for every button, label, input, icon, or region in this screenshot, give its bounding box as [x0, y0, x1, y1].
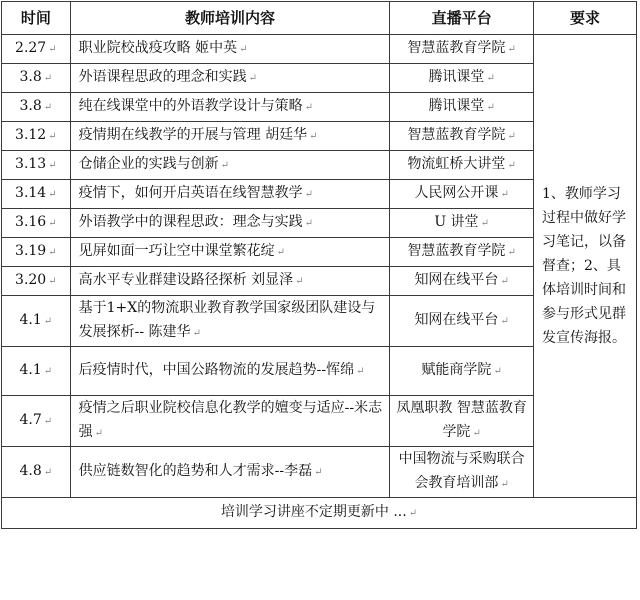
header-row [2, 2, 637, 35]
platform-cell: 中国物流与采购联合会教育培训部 ↵ [390, 447, 534, 498]
content-cell: 后疫情时代，中国公路物流的发展趋势--恽绵 ↵ [70, 347, 390, 396]
platform-cell: 智慧蓝教育学院 ↵ [390, 238, 534, 267]
time-cell: 4.1 ↵ [2, 296, 71, 347]
platform-cell: 智慧蓝教育学院 ↵ [390, 122, 534, 151]
header-time: 时间 [2, 2, 71, 35]
platform-cell: 腾讯课堂 ↵ [390, 93, 534, 122]
time-cell: 3.14 ↵ [2, 180, 71, 209]
content-cell: 仓储企业的实践与创新 ↵ [70, 151, 390, 180]
time-cell: 4.8 ↵ [2, 447, 71, 498]
content-cell: 疫情下，如何开启英语在线智慧教学 ↵ [70, 180, 390, 209]
content-cell: 纯在线课堂中的外语教学设计与策略 ↵ [70, 93, 390, 122]
footer-note: 培训学习讲座不定期更新中 ... ↵ [2, 498, 637, 529]
training-schedule-table [1, 1, 637, 529]
content-cell: 职业院校战疫攻略 姬中英 ↵ [70, 35, 390, 64]
platform-cell: U 讲堂 ↵ [390, 209, 534, 238]
time-cell: 4.1 ↵ [2, 347, 71, 396]
content-cell: 基于1+X的物流职业教育教学国家级团队建设与发展探析-- 陈建华 ↵ [70, 296, 390, 347]
platform-cell: 智慧蓝教育学院 ↵ [390, 35, 534, 64]
time-cell: 3.19 ↵ [2, 238, 71, 267]
header-requirement: 要求 [534, 2, 637, 35]
time-cell: 3.8 ↵ [2, 93, 71, 122]
content-cell: 外语教学中的课程思政：理念与实践 ↵ [70, 209, 390, 238]
footer-row [2, 498, 637, 529]
platform-cell: 赋能商学院 ↵ [390, 347, 534, 396]
time-cell: 2.27 ↵ [2, 35, 71, 64]
platform-cell: 物流虹桥大讲堂 ↵ [390, 151, 534, 180]
content-cell: 供应链数智化的趋势和人才需求--李磊 ↵ [70, 447, 390, 498]
requirement-cell: 1、教师学习过程中做好学习笔记，以备督查；2、具体培训时间和参与形式见群发宣传海报。 [534, 35, 637, 498]
content-cell: 见屏如面一巧让空中课堂繁花绽 ↵ [70, 238, 390, 267]
content-cell: 高水平专业群建设路径探析 刘显泽 ↵ [70, 267, 390, 296]
platform-cell: 知网在线平台 ↵ [390, 296, 534, 347]
content-cell: 疫情期在线教学的开展与管理 胡廷华 ↵ [70, 122, 390, 151]
table-row [2, 35, 637, 64]
header-platform: 直播平台 [390, 2, 534, 35]
platform-cell: 知网在线平台 ↵ [390, 267, 534, 296]
time-cell: 3.16 ↵ [2, 209, 71, 238]
content-cell: 疫情之后职业院校信息化教学的嬗变与适应--米志强 ↵ [70, 396, 390, 447]
time-cell: 3.20 ↵ [2, 267, 71, 296]
content-cell: 外语课程思政的理念和实践 ↵ [70, 64, 390, 93]
time-cell: 3.8 ↵ [2, 64, 71, 93]
platform-cell: 凤凰职教 智慧蓝教育学院 ↵ [390, 396, 534, 447]
header-content: 教师培训内容 [70, 2, 390, 35]
time-cell: 4.7 ↵ [2, 396, 71, 447]
platform-cell: 腾讯课堂 ↵ [390, 64, 534, 93]
platform-cell: 人民网公开课 ↵ [390, 180, 534, 209]
time-cell: 3.13 ↵ [2, 151, 71, 180]
time-cell: 3.12 ↵ [2, 122, 71, 151]
